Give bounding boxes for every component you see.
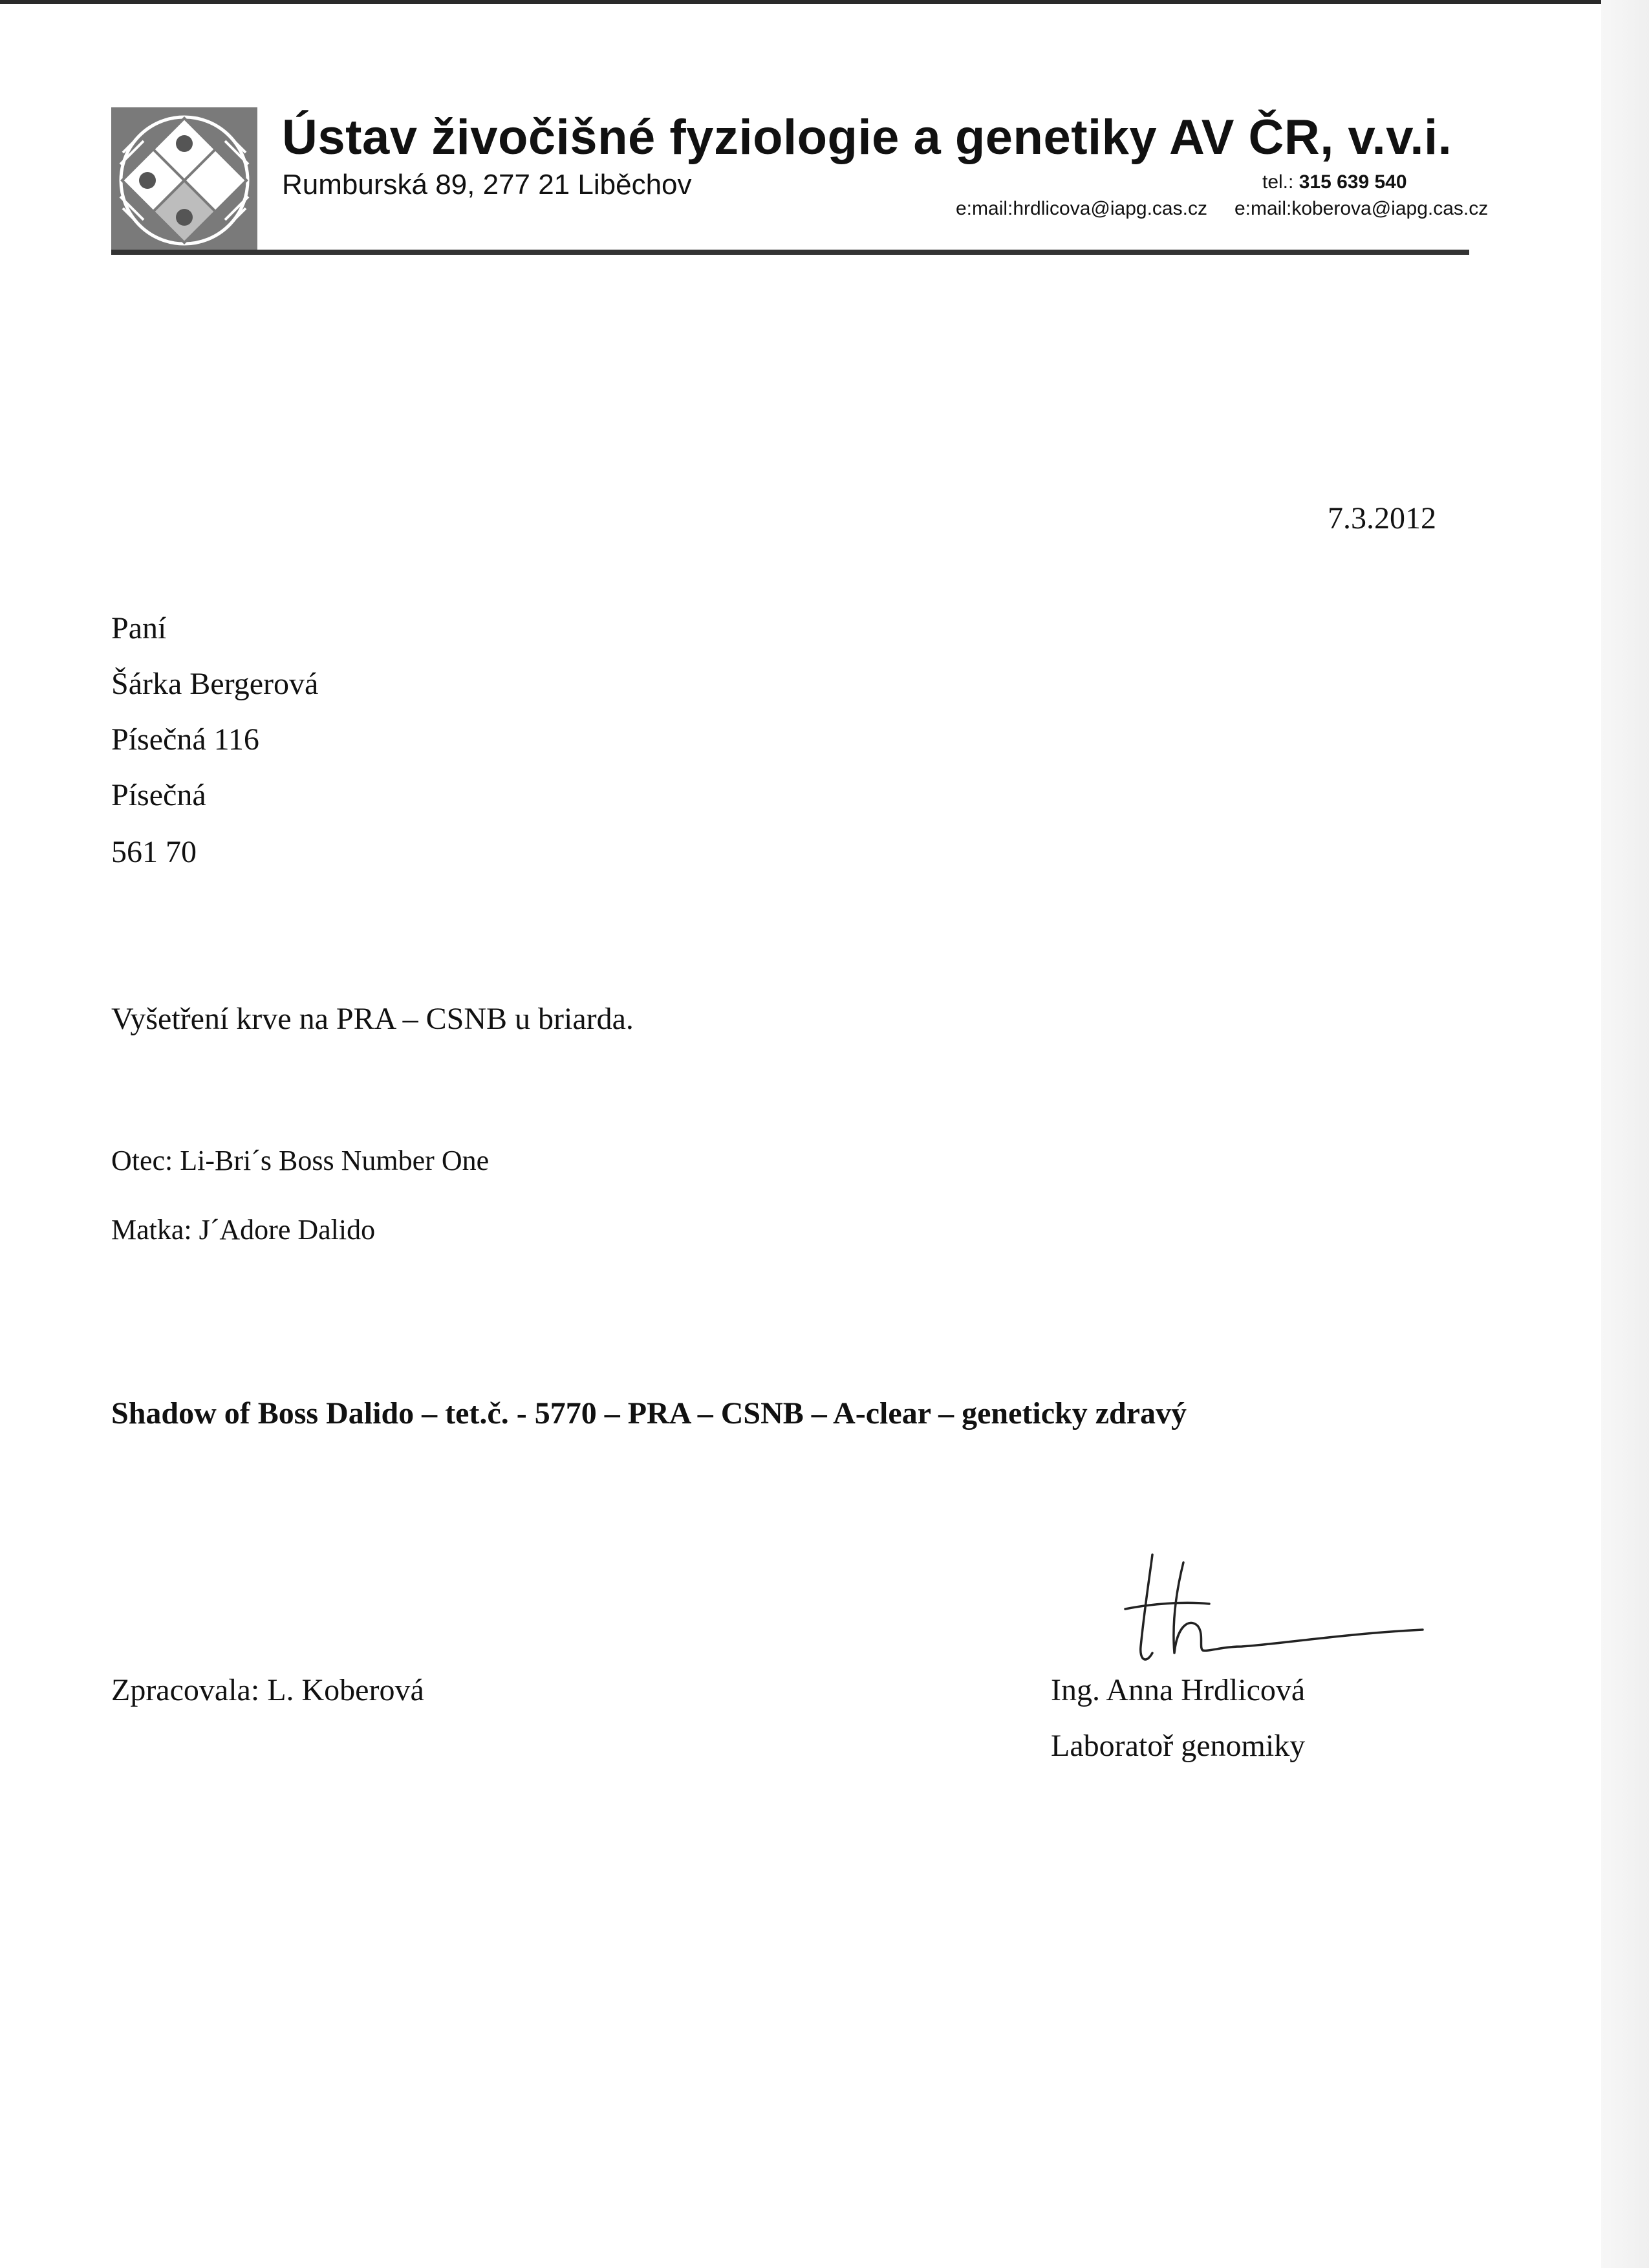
recipient-name: Šárka Bergerová — [111, 667, 319, 701]
handwritten-signature-icon — [1112, 1550, 1436, 1672]
phone-number: 315 639 540 — [1299, 171, 1407, 193]
letter-subject: Vyšetření krve na PRA – CSNB u briarda. — [111, 1002, 634, 1036]
email-koberova: e:mail:koberova@iapg.cas.cz — [1234, 198, 1489, 219]
dam-line: Matka: J´Adore Dalido — [111, 1214, 376, 1246]
recipient-city: Písečná — [111, 778, 206, 812]
processed-by: Zpracovala: L. Koberová — [111, 1673, 424, 1707]
sire-line: Otec: Li-Bri´s Boss Number One — [111, 1145, 490, 1176]
letter-date: 7.3.2012 — [1328, 501, 1436, 535]
scan-top-edge — [0, 0, 1649, 4]
recipient-street: Písečná 116 — [111, 722, 259, 757]
institute-emails — [956, 196, 1488, 222]
email-hrdlicova: e:mail:hrdlicova@iapg.cas.cz — [956, 198, 1207, 219]
institute-address: Rumburská 89, 277 21 Liběchov — [282, 169, 692, 200]
institute-phone — [1262, 169, 1407, 195]
signer-name: Ing. Anna Hrdlicová — [1051, 1673, 1306, 1707]
recipient-salutation: Paní — [111, 611, 167, 645]
test-result: Shadow of Boss Dalido – tet.č. - 5770 – PRA – CSNB – A-clear – geneticky zdravý — [111, 1396, 1187, 1431]
institute-name: Ústav živočišné fyziologie a genetiky AV ČR, v.v.i. — [282, 110, 1452, 165]
signer-department: Laboratoř genomiky — [1051, 1729, 1306, 1763]
phone-label: tel.: — [1262, 171, 1294, 193]
institute-logo-icon — [111, 107, 257, 254]
letterhead-divider — [111, 250, 1469, 255]
recipient-postal-code: 561 70 — [111, 835, 197, 869]
scan-right-edge — [1601, 0, 1649, 2268]
